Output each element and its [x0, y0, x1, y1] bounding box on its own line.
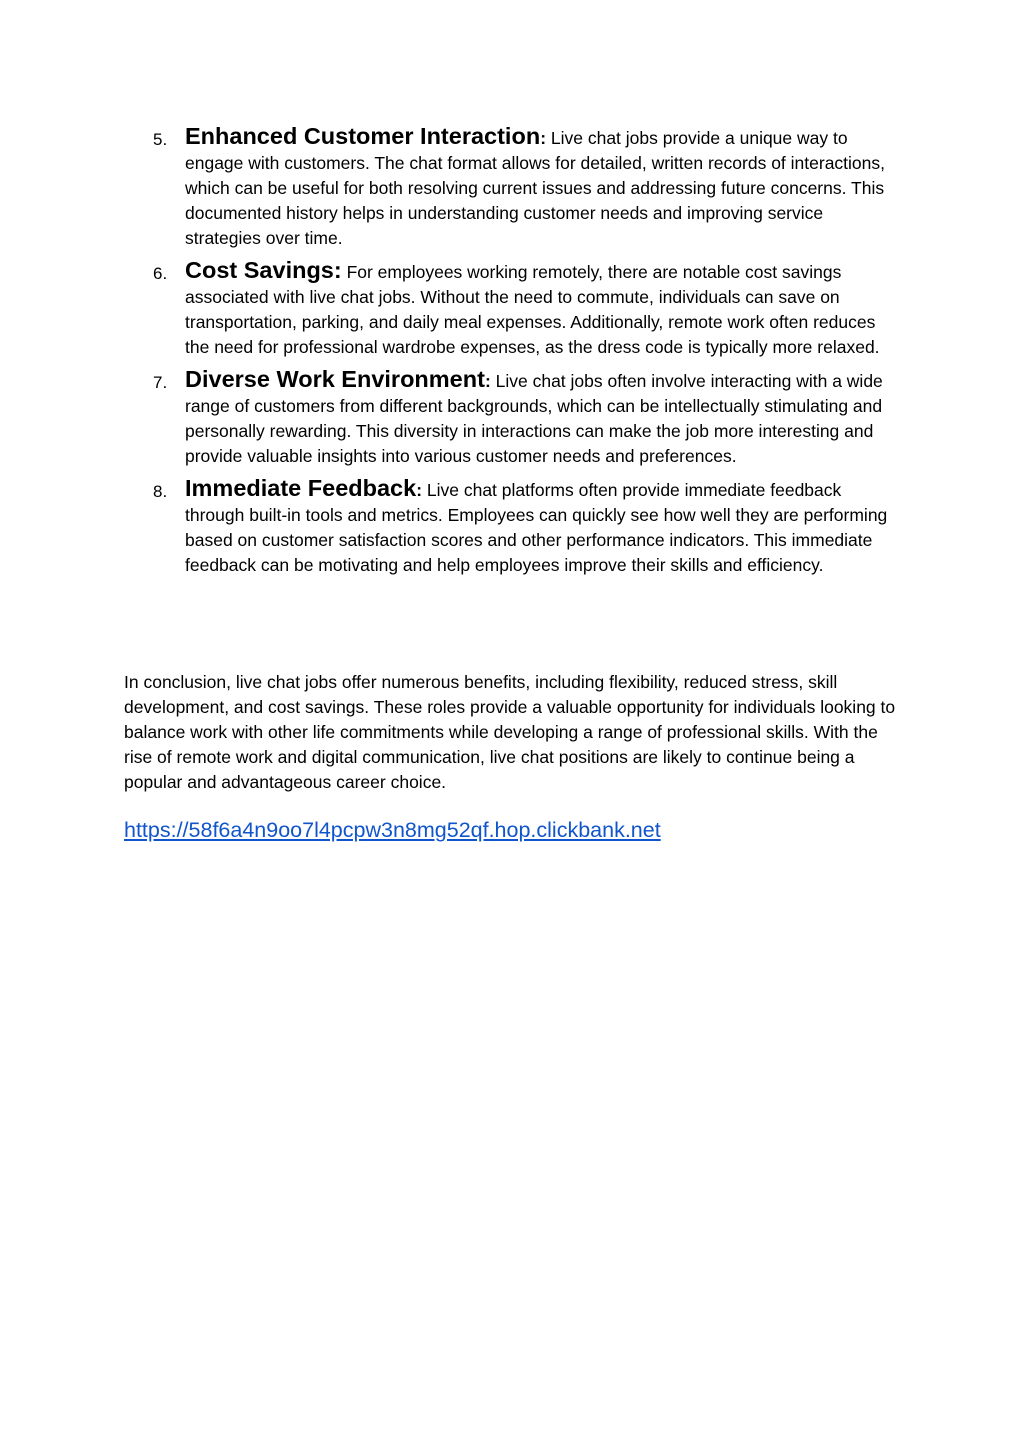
list-item-heading: Diverse Work Environment [185, 366, 485, 392]
list-item [153, 124, 898, 251]
list-item-text: Live chat jobs provide a unique way to engage with customers. The chat format allows for detailed, written records of interactions, which can be useful for both resolving current issues and addressing future concerns. This documented history helps in understanding customer needs and improving service strategies over time. [185, 128, 886, 248]
list-item-number: 7. [153, 373, 168, 392]
list-item [153, 476, 898, 578]
list-item-colon: : [540, 128, 547, 148]
list-item [153, 258, 898, 360]
list-item-text: Live chat platforms often provide immediate feedback through built-in tools and metrics. Employees can quickly see how well they are performing based on customer satisfaction scores and other performance indicators. This immediate feedback can be motivating and help employees improve their skills and efficiency. [185, 480, 888, 575]
benefits-list [153, 124, 898, 578]
list-item-number: 8. [153, 482, 168, 501]
list-item-text: For employees working remotely, there are notable cost savings associated with live chat jobs. Without the need to commute, individuals can save on transportation, parking, and daily meal expenses. Additionally, remote work often reduces the need for professional wardrobe expenses, as the dress code is typically more relaxed. [185, 262, 880, 357]
list-item-colon: : [484, 371, 491, 391]
list-item-heading: Enhanced Customer Interaction [185, 123, 541, 149]
list-item [153, 367, 898, 469]
list-item-number: 6. [153, 264, 168, 283]
conclusion-paragraph: In conclusion, live chat jobs offer numerous benefits, including flexibility, reduced stress, skill development, and cost savings. These roles provide a valuable opportunity for individuals looking to balance work with other life commitments while developing a range of professional skills. With the rise of remote work and digital communication, live chat positions are likely to continue being a popular and advantageous career choice. [124, 672, 896, 792]
list-item-colon: : [416, 480, 423, 500]
list-item-heading: Immediate Feedback [185, 475, 417, 501]
list-item-heading: Cost Savings: [185, 257, 342, 283]
list-item-number: 5. [153, 130, 168, 149]
affiliate-link[interactable]: https://58f6a4n9oo7l4pcpw3n8mg52qf.hop.clickbank.net [124, 818, 661, 842]
list-item-text: Live chat jobs often involve interacting with a wide range of customers from different backgrounds, which can be intellectually stimulating and personally rewarding. This diversity in interactions can make the job more interesting and provide valuable insights into various customer needs and preferences. [185, 371, 883, 466]
